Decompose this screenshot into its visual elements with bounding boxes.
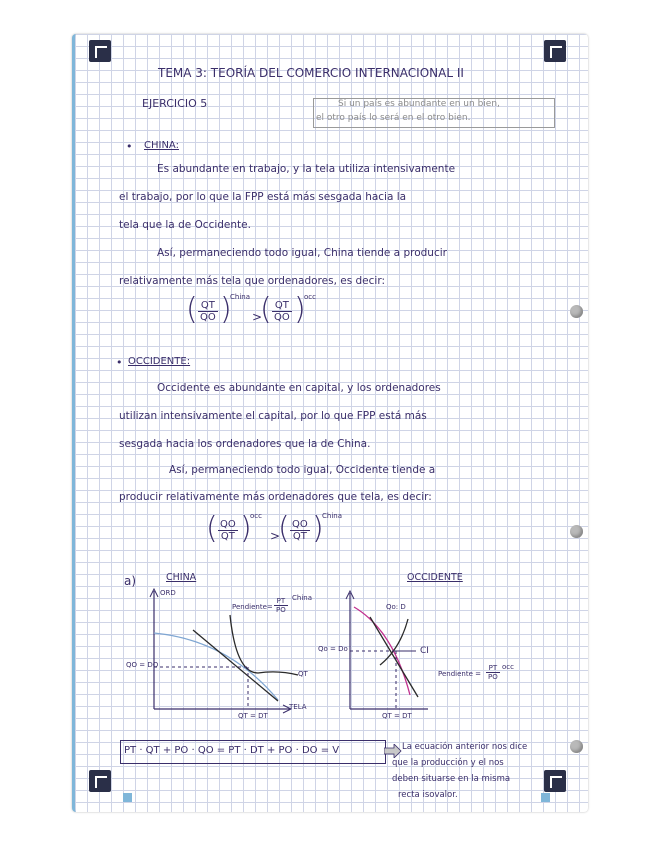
china-graph-title: CHINA xyxy=(166,572,197,583)
equation-note-line: recta isovalor. xyxy=(398,790,458,800)
occidente-text-line: Occidente es abundante en capital, y los ordenadores xyxy=(157,382,441,394)
marker-square xyxy=(541,793,550,802)
china-text-line: relativamente más tela que ordenadores, es decir: xyxy=(119,275,385,287)
equation-note-line: que la producción y el nos xyxy=(392,758,504,768)
binder-hole-icon xyxy=(570,305,583,318)
china-xaxis-label: TELA xyxy=(289,703,307,711)
china-curve-label: QT xyxy=(298,670,308,678)
exercise-label: EJERCICIO 5 xyxy=(142,97,208,110)
marker-square xyxy=(123,793,132,802)
china-text-line: el trabajo, por lo que la FPP está más sesgada hacia la xyxy=(119,191,407,203)
occidente-price-line xyxy=(370,617,418,697)
occidente-graph-title: OCCIDENTE xyxy=(407,572,463,583)
binder-hole-icon xyxy=(570,740,583,753)
occidente-text-line: sesgada hacia los ordenadores que la de China. xyxy=(119,438,371,450)
corner-mark-icon xyxy=(544,770,566,792)
occidente-text-line: utilizan intensivamente el capital, por lo que FPP está más xyxy=(119,410,427,422)
china-ylevel-label: QO = DO xyxy=(126,661,159,669)
china-heading: CHINA: xyxy=(144,140,179,151)
occidente-slope-sup: occ xyxy=(502,663,514,671)
graphs-svg xyxy=(118,585,558,725)
occidente-slope-fraction: $\frac{PT}{PO}$ xyxy=(488,664,498,681)
china-text-line: tela que la de Occidente. xyxy=(119,219,251,231)
bullet-occidente: • xyxy=(116,356,123,369)
note-line: el otro país lo será en el otro bien. xyxy=(316,113,471,123)
occidente-slope-label: Pendiente = xyxy=(438,670,481,678)
equation-note-line: deben situarse en la misma xyxy=(392,774,511,784)
occidente-text-line: Así, permaneciendo todo igual, Occidente tiende a xyxy=(169,464,436,476)
china-text-line: Así, permaneciendo todo igual, China tiende a producir xyxy=(157,247,447,259)
china-indifference-curve xyxy=(230,615,298,675)
china-slope-sup: China xyxy=(292,594,312,602)
occidente-text-line: producir relativamente más ordenadores que tela, es decir: xyxy=(119,491,432,503)
occidente-ci-label: CI xyxy=(420,646,429,656)
china-price-line xyxy=(193,630,278,701)
bullet-china: • xyxy=(126,140,133,153)
china-slope-label: Pendiente= xyxy=(232,603,273,611)
arrow-right-icon xyxy=(384,744,402,758)
note-line: Si un país es abundante en un bien, xyxy=(338,99,500,109)
occidente-xlevel-label: QT = DT xyxy=(382,712,412,720)
item-label: a) xyxy=(124,574,137,588)
equation-note-line: La ecuación anterior nos dice xyxy=(402,742,528,752)
china-slope-fraction: $\frac{PT}{PO}$ xyxy=(276,597,286,614)
occidente-ylevel-label: Qo = Do xyxy=(318,645,348,653)
china-xlevel-label: QT = DT xyxy=(238,712,268,720)
page-title: TEMA 3: TEORÍA DEL COMERCIO INTERNACIONAL II xyxy=(158,66,464,80)
corner-mark-icon xyxy=(89,770,111,792)
binder-hole-icon xyxy=(570,525,583,538)
corner-mark-icon xyxy=(89,40,111,62)
equation: PT · QT + PO · QO = PT · DT + PO · DO = V xyxy=(124,745,340,756)
corner-mark-icon xyxy=(544,40,566,62)
occidente-heading: OCCIDENTE: xyxy=(128,356,191,367)
occidente-top-label: Qo: D xyxy=(386,603,406,611)
china-yaxis-label: ORD xyxy=(160,589,176,597)
china-text-line: Es abundante en trabajo, y la tela utiliza intensivamente xyxy=(157,163,456,175)
